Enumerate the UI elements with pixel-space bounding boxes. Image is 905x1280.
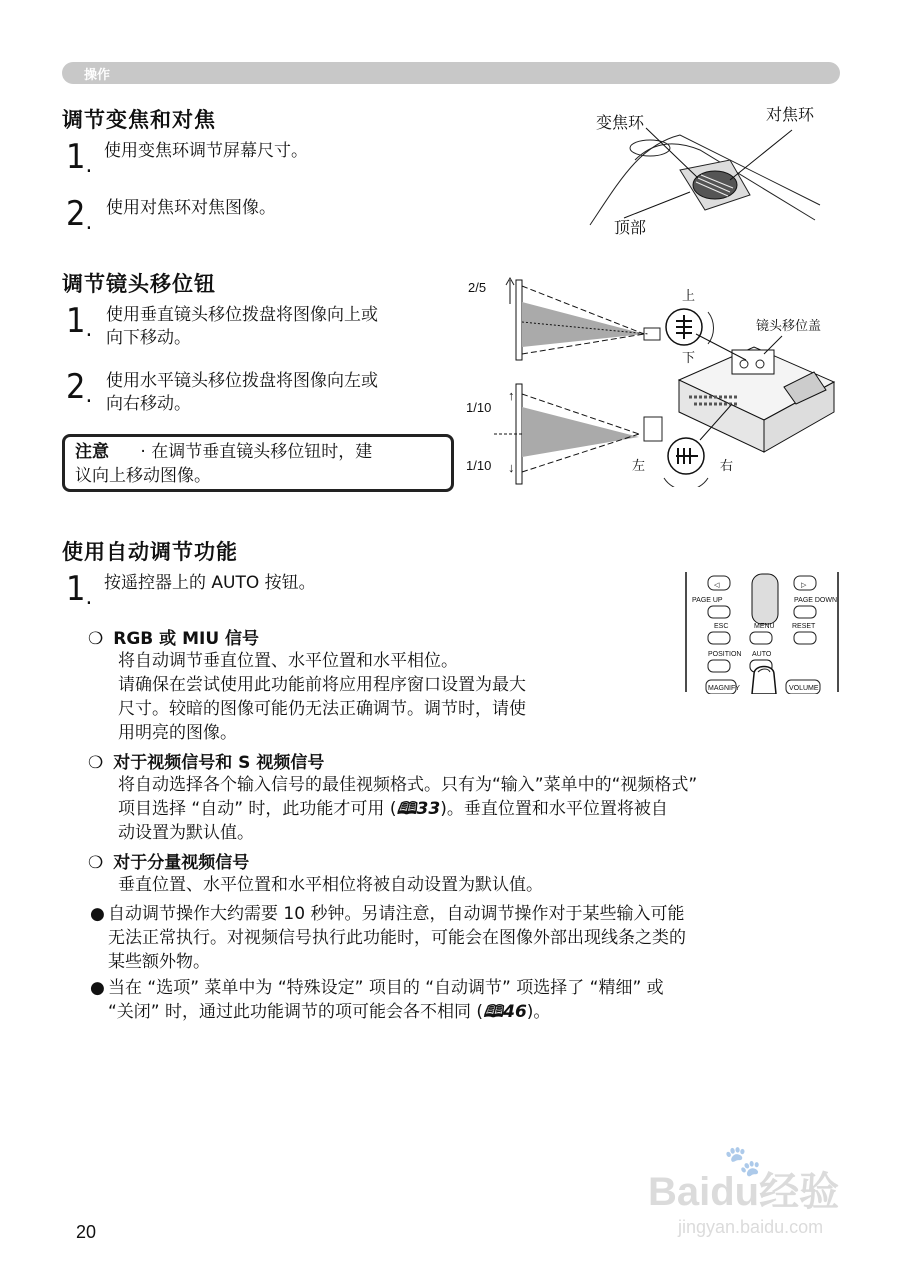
page-ref[interactable]: 33 — [416, 799, 441, 819]
item-line: )。垂直位置和水平位置将被自 — [440, 799, 668, 819]
step-text-line: 使用水平镜头移位拨盘将图像向左或 — [106, 371, 378, 391]
horizontal-shift-dial-icon — [664, 438, 708, 487]
watermark-brand: Baidu经验 — [648, 1170, 840, 1214]
note-box — [62, 434, 454, 492]
pressing-finger-icon — [752, 667, 776, 695]
filled-bullet-icon: ● — [90, 978, 105, 998]
menu-label: MENU — [754, 623, 775, 630]
page-down-label: PAGE DOWN — [794, 597, 838, 604]
ratio-label: 2/5 — [468, 280, 487, 295]
paw-icon: 🐾 — [724, 1144, 762, 1179]
step-text-line: 使用垂直镜头移位拨盘将图像向上或 — [106, 305, 378, 325]
item-line: 用明亮的图像。 — [118, 723, 237, 743]
item-line: 尺寸。较暗的图像可能仍无法正确调节。调节时，请使 — [118, 699, 526, 719]
filled-bullet-icon: ● — [90, 904, 105, 924]
step-text: 使用变焦环调节屏幕尺寸。 — [104, 141, 308, 161]
step-text-line: 向下移动。 — [106, 328, 191, 348]
step-number: 1 . — [66, 572, 90, 613]
svg-text:↑: ↑ — [508, 388, 515, 403]
page-ref[interactable]: 46 — [503, 1002, 527, 1022]
page-number: 20 — [76, 1222, 97, 1242]
projector-icon — [679, 347, 834, 452]
note-line: 议向上移动图像。 — [75, 466, 211, 486]
step-number: 1 . — [66, 140, 90, 181]
item-line: 动设置为默认值。 — [118, 823, 254, 843]
top-label: 顶部 — [614, 220, 647, 237]
lens-shift-cover-label: 镜头移位盖 — [756, 318, 822, 333]
hollow-bullet-icon: ❍ — [88, 629, 104, 649]
step-number: 2 . — [66, 197, 90, 238]
down-label: 下 — [682, 350, 696, 365]
item-title: RGB 或 MIU 信号 — [113, 629, 260, 649]
book-ref-icon: 🕮 — [396, 799, 417, 819]
bullet-line: 自动调节操作大约需要 10 秒钟。另请注意，自动调节操作对于某些输入可能 — [108, 904, 685, 924]
signal-item — [88, 748, 697, 845]
section-title-lens-shift: 调节镜头移位钮 — [62, 272, 216, 296]
note-line: · 在调节垂直镜头移位钮时，建 — [140, 442, 373, 462]
svg-text:↓: ↓ — [508, 460, 515, 475]
focus-ring-label: 对焦环 — [766, 107, 815, 124]
volume-label: VOLUME — [789, 685, 819, 692]
zoom-ring-label: 变焦环 — [596, 115, 645, 132]
step-number: 1 . — [66, 304, 90, 345]
step-text: 按遥控器上的 AUTO 按钮。 — [104, 573, 316, 593]
hollow-bullet-icon: ❍ — [88, 753, 104, 773]
reset-label: RESET — [792, 623, 816, 630]
bullet-line: “关闭” 时，通过此功能调节的项可能会各不相同 ( — [108, 1002, 484, 1022]
item-title: 对于分量视频信号 — [113, 853, 250, 873]
zoom-focus-figure — [580, 100, 840, 245]
position-label: POSITION — [708, 651, 742, 658]
bullet-line: 无法正常执行。对视频信号执行此功能时，可能会在图像外部出现线条之类的 — [108, 928, 686, 948]
item-line: 请确保在尝试使用此功能前将应用程序窗口设置为最大 — [118, 675, 526, 695]
remote-control-figure — [682, 572, 842, 694]
auto-label: AUTO — [752, 651, 772, 658]
magnify-label: MAGNIFY — [708, 685, 740, 692]
item-line: 项目选择 “自动” 时，此功能才可用 ( — [118, 799, 397, 819]
hollow-bullet-icon: ❍ — [88, 853, 104, 873]
signal-item — [88, 848, 543, 897]
svg-text:▷: ▷ — [801, 582, 807, 589]
ratio-label: 1/10 — [466, 458, 492, 473]
watermark-url: jingyan.baidu.com — [678, 1217, 824, 1237]
left-label: 左 — [632, 458, 646, 473]
bullet-line: 当在 “选项” 菜单中为 “特殊设定” 项目的 “自动调节” 项选择了 “精细” 或 — [108, 978, 664, 998]
esc-label: ESC — [714, 623, 729, 630]
section-header-bar — [62, 62, 840, 84]
svg-text:◁: ◁ — [714, 582, 720, 589]
signal-item — [88, 624, 526, 745]
bullet-line: 某些额外物。 — [108, 952, 210, 972]
section-label: 操作 — [84, 68, 111, 83]
section-title-auto-adjust: 使用自动调节功能 — [62, 540, 238, 564]
step-text-line: 向右移动。 — [106, 394, 191, 414]
up-label: 上 — [682, 288, 696, 303]
ratio-label: 1/10 — [466, 400, 492, 415]
focus-ring-icon — [693, 171, 737, 199]
item-line: 垂直位置、水平位置和水平相位将被自动设置为默认值。 — [118, 875, 543, 895]
step-text: 使用对焦环对焦图像。 — [106, 198, 276, 218]
item-title: 对于视频信号和 S 视频信号 — [113, 753, 325, 773]
baidu-watermark — [648, 1144, 868, 1238]
book-ref-icon: 🕮 — [483, 1002, 504, 1022]
section-title-zoom-focus: 调节变焦和对焦 — [62, 108, 216, 132]
lens-shift-figure — [464, 272, 844, 487]
page-up-label: PAGE UP — [692, 597, 723, 604]
item-line: 将自动选择各个输入信号的最佳视频格式。只有为“输入”菜单中的“视频格式” — [118, 775, 698, 795]
item-line: 将自动调节垂直位置、水平位置和水平相位。 — [118, 651, 458, 671]
bullet-line: )。 — [526, 1002, 551, 1022]
note-label: 注意 — [75, 442, 109, 462]
step-number: 2 . — [66, 370, 90, 411]
right-label: 右 — [720, 458, 734, 473]
